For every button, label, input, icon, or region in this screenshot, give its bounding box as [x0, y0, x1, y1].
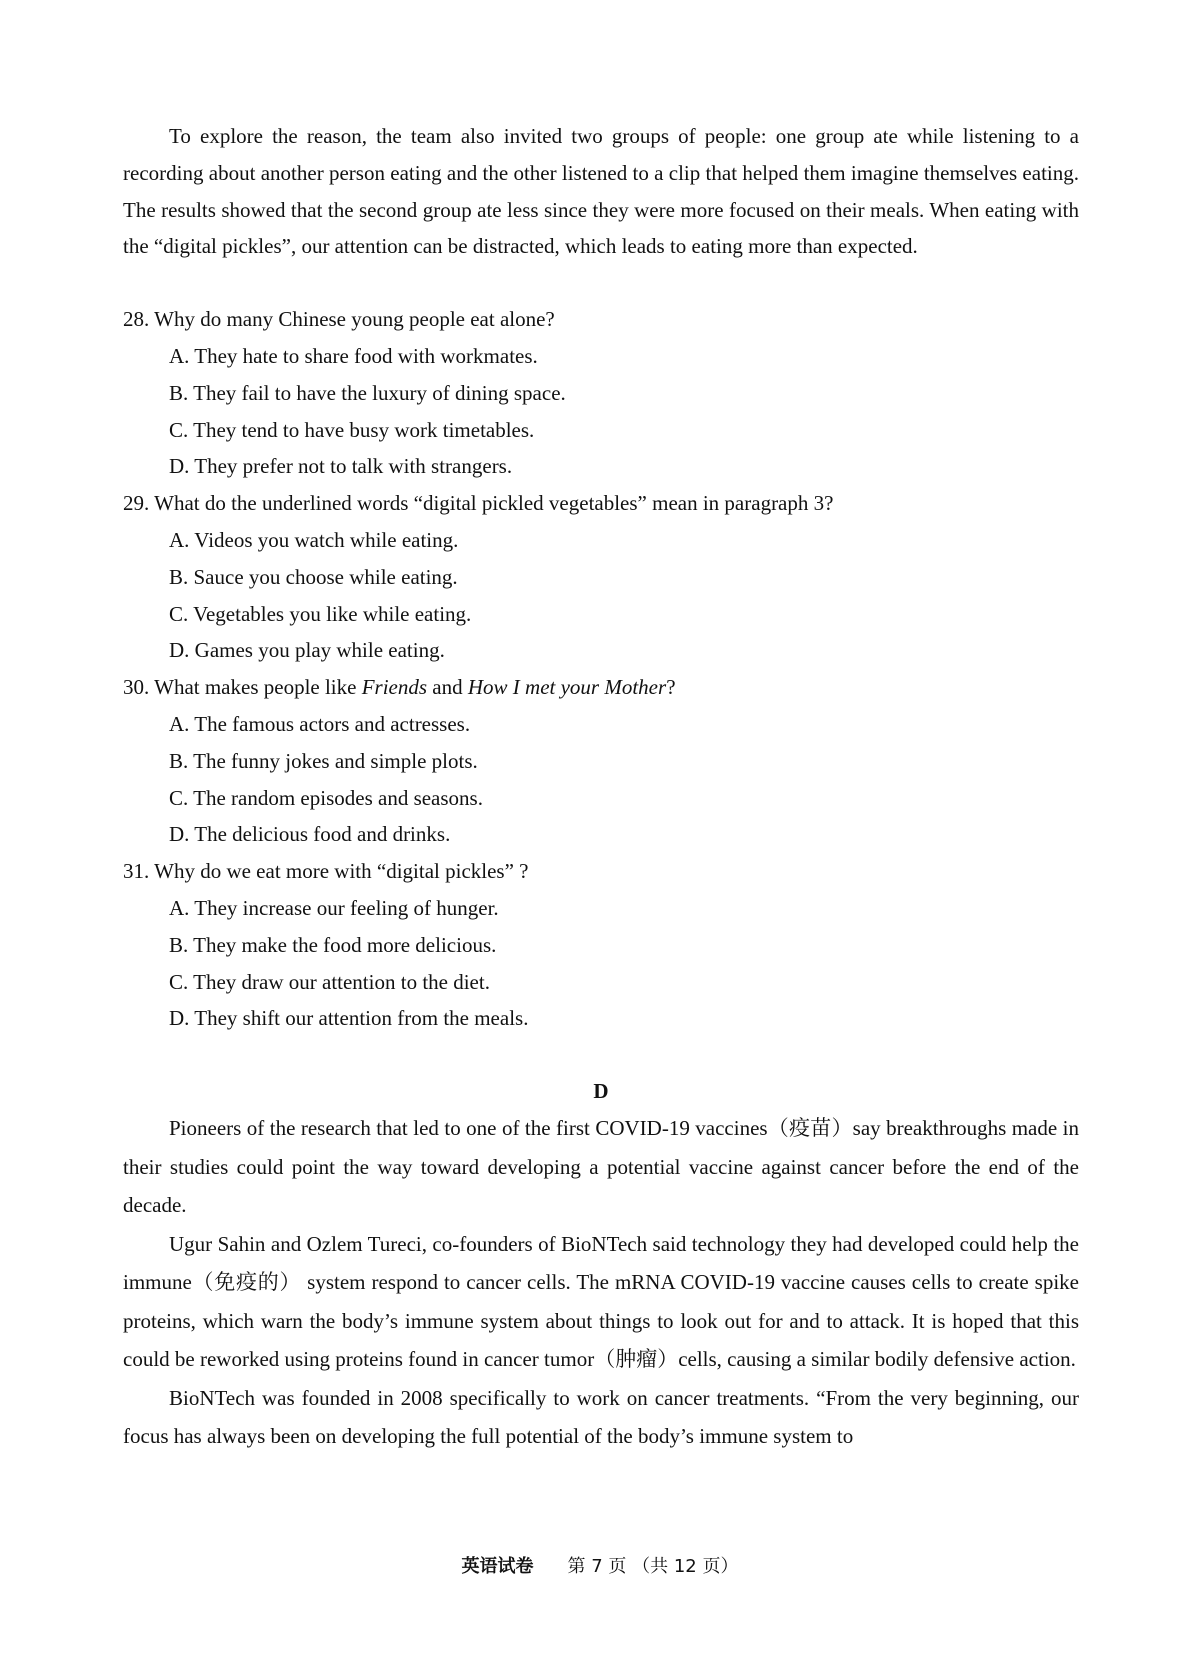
option-a: A. Videos you watch while eating.: [169, 527, 459, 552]
stem-prefix: 30. What makes people like: [123, 675, 362, 700]
stem-title-himym: How I met your Mother: [467, 675, 667, 700]
option-a: A. They increase our feeling of hunger.: [169, 895, 499, 920]
passage-d-paragraph-1: Pioneers of the research that led to one of the first COVID-19 vaccines（疫苗）say breakthroughs made in their studies could point the way toward developing a potential vaccine against cancer before the end of the decade.: [123, 1116, 1079, 1218]
question-30: [123, 669, 1079, 853]
option-d: D. They shift our attention from the meals.: [169, 1006, 529, 1031]
option-a: A. They hate to share food with workmates.: [169, 343, 538, 368]
option-d: D. Games you play while eating.: [169, 638, 445, 663]
question-28: [123, 301, 1079, 485]
option-d: D. They prefer not to talk with strangers.: [169, 454, 513, 479]
option-b: B. They fail to have the luxury of dining space.: [169, 380, 566, 405]
page-footer: [0, 1552, 1200, 1578]
question-stem: 28. Why do many Chinese young people eat alone?: [123, 307, 555, 332]
question-list: [123, 301, 1079, 1037]
option-d: D. The delicious food and drinks.: [169, 822, 451, 847]
footer-page-info: 第 7 页 （共 12 页）: [567, 1556, 739, 1577]
option-a: A. The famous actors and actresses.: [169, 711, 471, 736]
question-29: [123, 485, 1079, 669]
option-c: C. They draw our attention to the diet.: [169, 969, 490, 994]
footer-subject: 英语试卷: [461, 1556, 534, 1577]
passage-d-paragraph-2: Ugur Sahin and Ozlem Tureci, co-founders of BioNTech said technology they had developed could help the immune（免疫的） system respond to cancer cells. The mRNA COVID-19 vaccine causes cells to create spike proteins, which warn the body’s immune system about things to look out for and to attack. It is hoped that this could be reworked using proteins found in cancer tumor（肿瘤）cells, causing a similar bodily defensive action.: [123, 1231, 1079, 1372]
question-stem: 31. Why do we eat more with “digital pickles” ?: [123, 859, 529, 884]
question-31: [123, 853, 1079, 1037]
passage-c-paragraph: To explore the reason, the team also invited two groups of people: one group ate while listening to a recording about another person eating and the other listened to a clip that helped them imagine themselves eating. The results showed that the second group ate less since they were more focused on their meals. When eating with the “digital pickles”, our attention can be distracted, which leads to eating more than expected.: [123, 124, 1079, 259]
option-b: B. Sauce you choose while eating.: [169, 564, 458, 589]
option-b: B. They make the food more delicious.: [169, 932, 497, 957]
exam-page: [123, 118, 1079, 1456]
option-c: C. Vegetables you like while eating.: [169, 601, 472, 626]
question-stem: [123, 669, 1079, 706]
option-b: B. The funny jokes and simple plots.: [169, 748, 478, 773]
option-c: C. The random episodes and seasons.: [169, 785, 483, 810]
passage-d-paragraph-3: BioNTech was founded in 2008 specifically to work on cancer treatments. “From the very beginning, our focus has always been on developing the full potential of the body’s immune system to: [123, 1385, 1079, 1449]
stem-title-friends: Friends: [361, 675, 428, 700]
option-c: C. They tend to have busy work timetables.: [169, 417, 535, 442]
question-stem: 29. What do the underlined words “digital pickled vegetables” mean in paragraph 3?: [123, 491, 834, 516]
stem-suffix: ?: [666, 675, 676, 700]
section-heading-d: D: [593, 1079, 609, 1104]
stem-middle: and: [427, 675, 468, 700]
